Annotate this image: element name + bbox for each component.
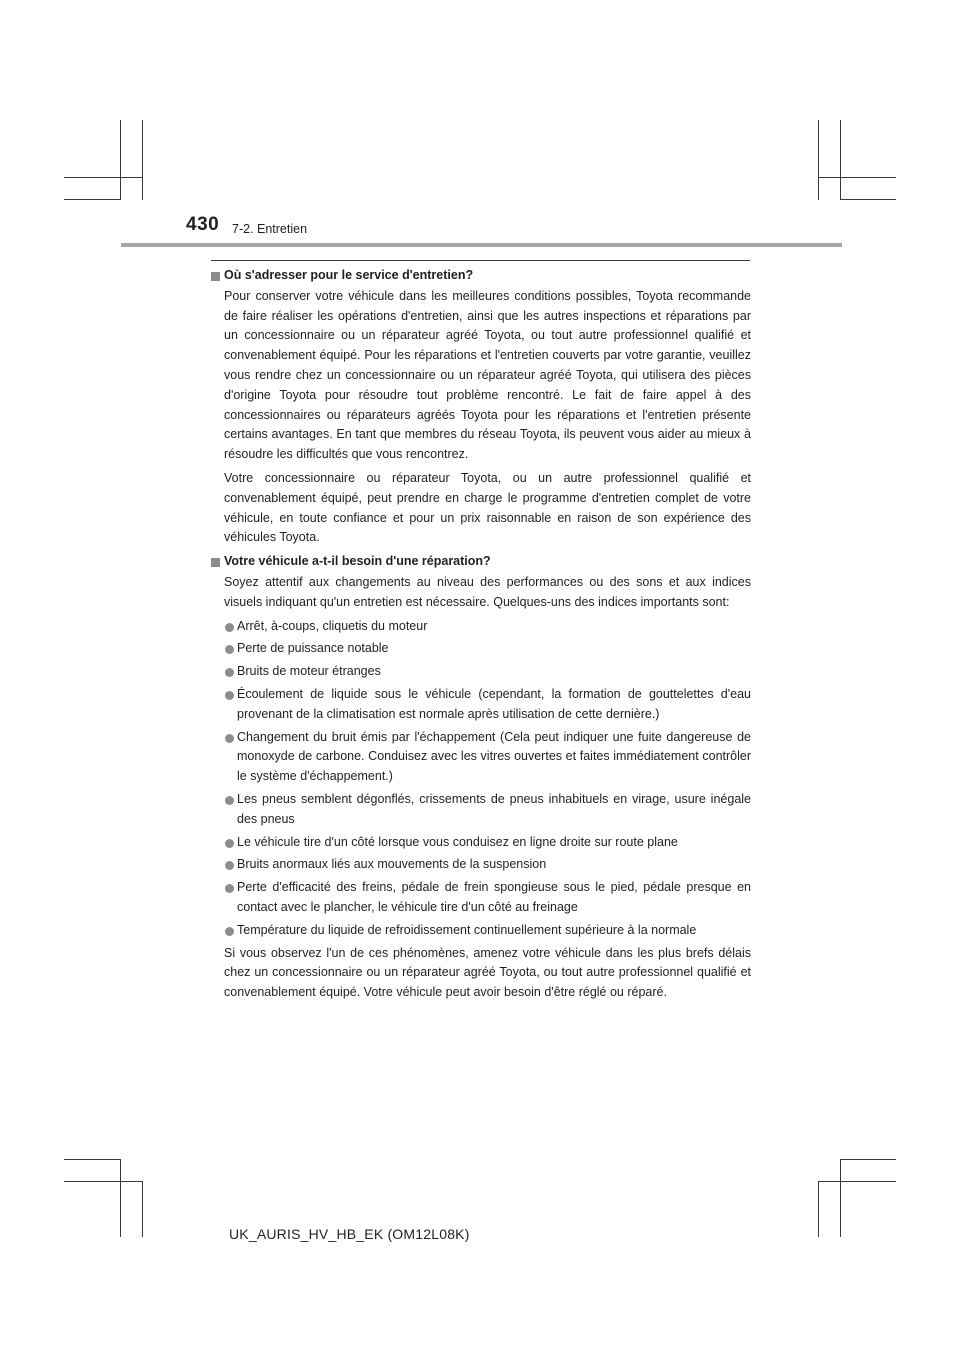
list-item-text: Perte de puissance notable xyxy=(237,641,389,656)
circle-bullet-icon xyxy=(225,668,234,677)
section-rule xyxy=(211,260,750,261)
running-head: 7-2. Entretien xyxy=(232,222,308,236)
crop-mark xyxy=(818,1181,819,1237)
crop-mark xyxy=(120,1159,121,1237)
square-bullet-icon xyxy=(211,272,220,281)
list-item xyxy=(211,855,751,875)
list-item-text: Perte d'efficacité des freins, pédale de frein spongieuse sous le pied, pédale presque en contact avec le plancher, le véhicule tire d'un côté au freinage xyxy=(237,880,751,914)
crop-mark xyxy=(64,199,120,200)
header-rule xyxy=(121,243,842,247)
list-item-text: Le véhicule tire d'un côté lorsque vous conduisez en ligne droite sur route plane xyxy=(237,834,678,849)
section-heading xyxy=(211,552,751,572)
section-heading xyxy=(211,266,751,286)
circle-bullet-icon xyxy=(225,691,234,700)
section-heading-text: Votre véhicule a-t-il besoin d'une réparation? xyxy=(224,554,491,569)
list-item xyxy=(211,662,751,682)
page-content xyxy=(211,266,751,1007)
list-item-text: Bruits de moteur étranges xyxy=(237,664,381,679)
crop-mark xyxy=(818,1181,896,1182)
list-item xyxy=(211,639,751,659)
document-code: UK_AURIS_HV_HB_EK (OM12L08K) xyxy=(229,1226,470,1242)
crop-mark xyxy=(840,199,896,200)
crop-mark xyxy=(840,1159,896,1160)
list-item xyxy=(211,617,751,637)
crop-mark xyxy=(64,177,142,178)
list-item xyxy=(211,833,751,853)
circle-bullet-icon xyxy=(225,734,234,743)
circle-bullet-icon xyxy=(225,861,234,870)
circle-bullet-icon xyxy=(225,796,234,805)
circle-bullet-icon xyxy=(225,623,234,632)
crop-mark xyxy=(840,1159,841,1237)
crop-mark xyxy=(120,120,121,200)
crop-mark xyxy=(64,1181,142,1182)
list-item-text: Les pneus semblent dégonflés, crissements de pneus inhabituels en virage, usure inégale des pneus xyxy=(237,791,751,826)
section-heading-text: Où s'adresser pour le service d'entretien? xyxy=(224,268,474,282)
page-number: 430 xyxy=(186,214,220,235)
body-paragraph: Pour conserver votre véhicule dans les meilleures conditions possibles, Toyota recommande de faire réaliser les opérations d'entretien, ainsi que les autres inspections et réparations par un concessionnaire ou un réparateur agréé Toyota, ou tout autre professionnel qualifié et convenablement équipé. Pour les réparations et l'entretien couverts par votre garantie, veuillez vous rendre chez un concessionnaire ou un réparateur agréé Toyota, qui utilisera des pièces d'origine Toyota pour résoudre tout problème rencontré. Le fait de faire appel à des concessionnaires ou réparateurs agréés Toyota pour les réparations et l'entretien présente certains avantages. En tant que membres du réseau Toyota, ils peuvent vous aider au mieux à résoudre les difficultés que vous rencontrez. xyxy=(224,288,751,462)
crop-mark xyxy=(142,1181,143,1237)
crop-mark xyxy=(818,177,896,178)
circle-bullet-icon xyxy=(225,839,234,848)
body-paragraph: Votre concessionnaire ou réparateur Toyota, ou un autre professionnel qualifié et convenablement équipé, peut prendre en charge le programme d'entretien complet de votre véhicule, en toute confiance et pour un prix raisonnable en raison de son expérience des véhicules Toyota. xyxy=(224,470,751,545)
circle-bullet-icon xyxy=(225,884,234,893)
list-item xyxy=(211,728,751,787)
crop-mark xyxy=(840,120,841,200)
list-item-text: Température du liquide de refroidissement continuellement supérieure à la normale xyxy=(237,922,697,937)
list-item xyxy=(211,790,751,830)
list-item xyxy=(211,685,751,725)
list-item xyxy=(211,878,751,918)
symptom-list xyxy=(211,617,751,941)
crop-mark xyxy=(64,1159,120,1160)
body-paragraph: Si vous observez l'un de ces phénomènes, amenez votre véhicule dans les plus brefs délais chez un concessionnaire ou un réparateur agréé Toyota, ou tout autre professionnel qualifié et convenablement équipé. Votre véhicule peut avoir besoin d'être réglé ou réparé. xyxy=(224,945,751,1000)
list-item-text: Changement du bruit émis par l'échappement (Cela peut indiquer une fuite dangereuse de monoxyde de carbone. Conduisez avec les vitres ouvertes et faites immédiatement contrôler le système d'échappement.) xyxy=(237,729,751,784)
crop-mark xyxy=(818,120,819,200)
list-item xyxy=(211,921,751,941)
square-bullet-icon xyxy=(211,558,220,567)
list-item-text: Écoulement de liquide sous le véhicule (cependant, la formation de gouttelettes d'eau provenant de la climatisation est normale après utilisation de cette dernière.) xyxy=(237,686,751,721)
circle-bullet-icon xyxy=(225,645,234,654)
crop-mark xyxy=(142,120,143,200)
list-item-text: Bruits anormaux liés aux mouvements de la suspension xyxy=(237,857,547,872)
list-item-text: Arrêt, à-coups, cliquetis du moteur xyxy=(237,618,428,633)
body-paragraph: Soyez attentif aux changements au niveau des performances ou des sons et aux indices visuels indiquant qu'un entretien est nécessaire. Quelques-uns des indices importants sont: xyxy=(224,574,751,609)
circle-bullet-icon xyxy=(225,927,234,936)
